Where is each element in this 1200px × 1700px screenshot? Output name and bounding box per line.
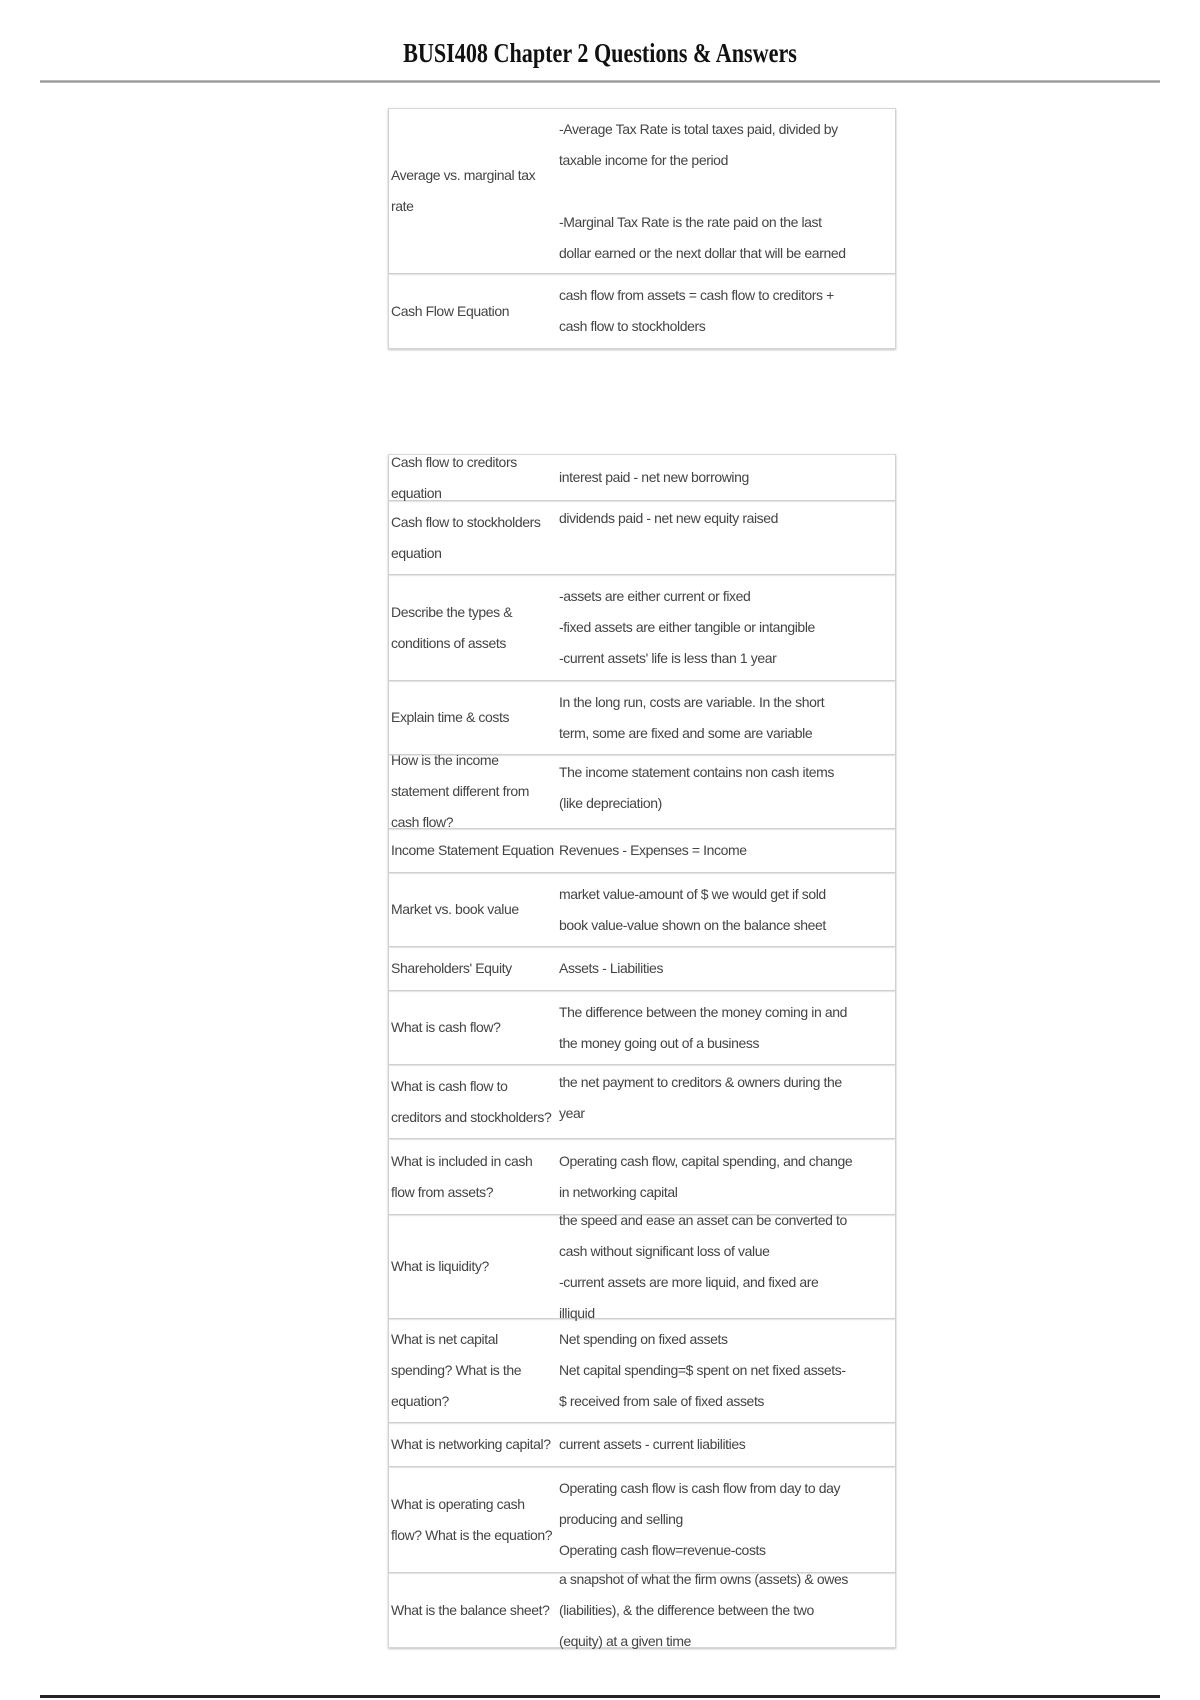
- definition-cell: Net spending on fixed assets Net capital spending=$ spent on net fixed assets- $ received from sale of fixed assets: [559, 1331, 846, 1409]
- definition-cell: -assets are either current or fixed -fixed assets are either tangible or intangible -current assets' life is less than 1 year: [559, 588, 815, 666]
- term-cell: Cash flow to creditors equation: [391, 453, 517, 501]
- definition-cell: cash flow from assets = cash flow to creditors + cash flow to stockholders: [559, 287, 834, 334]
- definition-cell: In the long run, costs are variable. In the short term, some are fixed and some are variable: [559, 693, 825, 741]
- term-cell: What is net capital spending? What is the equation?: [391, 1331, 522, 1409]
- definition-cell: Assets - Liabilities: [559, 960, 664, 976]
- definition-cell: the net payment to creditors & owners during the year: [559, 1074, 842, 1121]
- table-row: [389, 829, 895, 873]
- term-cell: What is the balance sheet?: [391, 1601, 550, 1618]
- table-row: [389, 274, 895, 348]
- term-cell: What is operating cash flow? What is the equation?: [391, 1495, 553, 1543]
- table-row: [389, 947, 895, 991]
- footer-divider: [40, 1695, 1160, 1698]
- term-cell: What is included in cash flow from assets?: [391, 1152, 533, 1200]
- table-row: [389, 681, 895, 755]
- page-title: BUSI408 Chapter 2 Questions & Answers: [403, 38, 797, 68]
- definition-cell: a snapshot of what the firm owns (assets) & owes (liabilities), & the difference between the two (equity) at a given time: [559, 1570, 848, 1649]
- table-row: [389, 501, 895, 575]
- definition-cell: -Average Tax Rate is total taxes paid, divided by taxable income for the period -Marginal Tax Rate is the rate paid on the last dollar earned or the next dollar that will be earned: [559, 120, 846, 261]
- flashcard-table: [388, 454, 896, 1648]
- table-row: [389, 575, 895, 681]
- table-row: [389, 991, 895, 1065]
- definition-cell: the speed and ease an asset can be converted to cash without significant loss of value -current assets are more liquid, and fixed are illiquid: [559, 1211, 847, 1321]
- definition-cell: market value-amount of $ we would get if sold book value-value shown on the balance sheet: [559, 885, 826, 933]
- table-row: [389, 1319, 895, 1423]
- term-cell: What is networking capital?: [391, 1436, 551, 1452]
- table-row: [389, 1065, 895, 1139]
- definition-cell: The difference between the money coming in and the money going out of a business: [559, 1003, 847, 1051]
- table-row: [389, 1570, 895, 1649]
- definition-cell: Revenues - Expenses = Income: [559, 842, 747, 858]
- term-cell: Cash flow to stockholders equation: [391, 513, 541, 561]
- term-cell: How is the income statement different from cash flow?: [391, 752, 529, 830]
- definition-cell: The income statement contains non cash items (like depreciation): [559, 764, 834, 811]
- definition-cell: current assets - current liabilities: [559, 1436, 746, 1452]
- definition-cell: Operating cash flow, capital spending, and change in networking capital: [559, 1152, 853, 1200]
- definition-cell: Operating cash flow is cash flow from day to day producing and selling Operating cash flow=revenue-costs: [559, 1480, 841, 1558]
- table-row: [389, 752, 895, 830]
- header-divider: [40, 80, 1160, 83]
- term-cell: Shareholders' Equity: [391, 960, 512, 976]
- table-row: [389, 1211, 895, 1321]
- table-row: [389, 873, 895, 947]
- table-row: [389, 455, 895, 501]
- term-cell: Explain time & costs: [391, 709, 510, 725]
- term-cell: Average vs. marginal tax rate: [391, 167, 536, 214]
- table-row: [389, 109, 895, 274]
- term-cell: Income Statement Equation: [391, 842, 554, 858]
- term-cell: Cash Flow Equation: [391, 302, 510, 319]
- definition-cell: dividends paid - net new equity raised: [559, 510, 779, 526]
- term-cell: Market vs. book value: [391, 901, 519, 917]
- table-row: [389, 1467, 895, 1573]
- flashcard-table: [388, 108, 896, 349]
- term-cell: Describe the types & conditions of assets: [391, 603, 513, 651]
- term-cell: What is cash flow to creditors and stockholders?: [391, 1077, 552, 1125]
- term-cell: What is cash flow?: [391, 1019, 501, 1035]
- definition-cell: interest paid - net new borrowing: [559, 469, 749, 485]
- table-row: [389, 1423, 895, 1467]
- term-cell: What is liquidity?: [391, 1258, 489, 1274]
